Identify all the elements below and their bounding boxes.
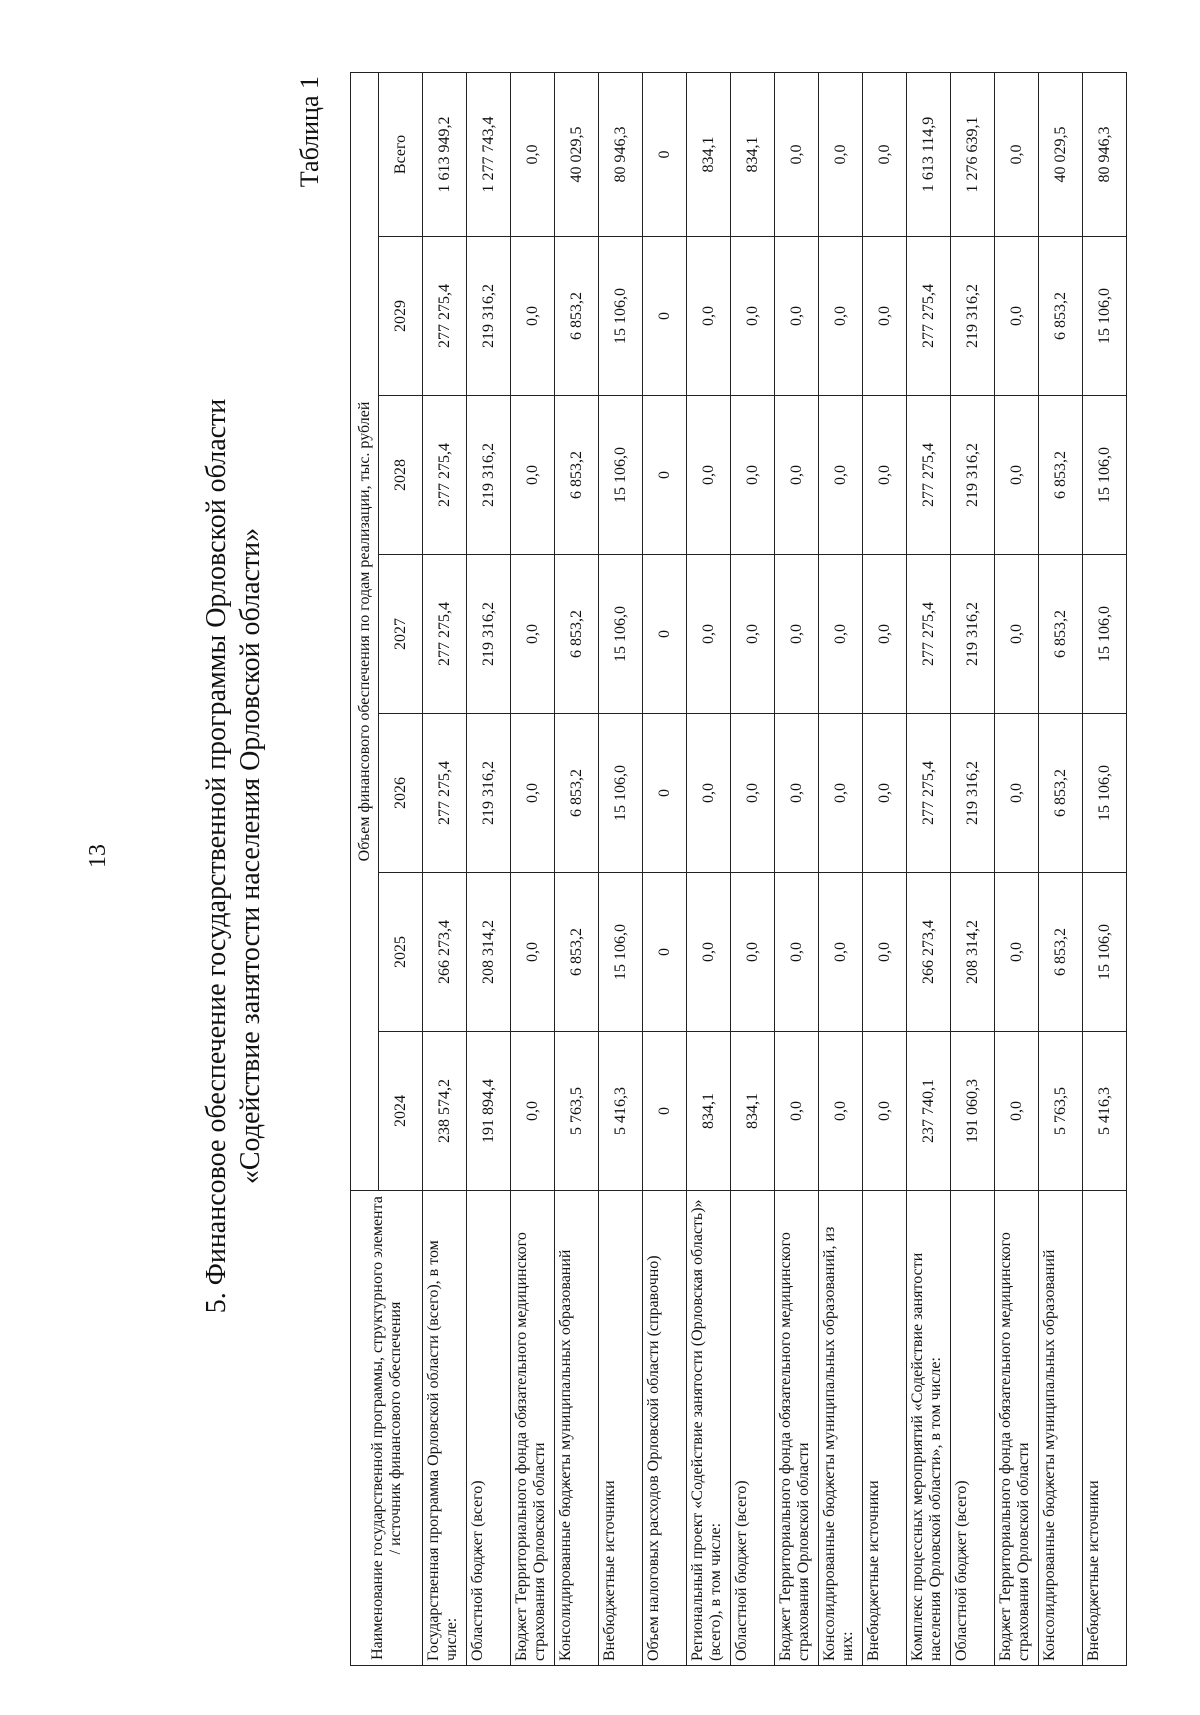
row-value-cell: 277 275,4 [907,714,951,873]
row-value-cell: 0,0 [511,873,555,1032]
row-total-cell: 1 613 949,2 [423,72,467,236]
row-name-cell: Комплекс процессных мероприятий «Содействие занятости населения Орловской области», в том числе: [907,1191,951,1666]
header-year-cell: 2028 [379,396,423,555]
row-value-cell: 0,0 [511,1032,555,1191]
page-number: 13 [85,844,111,868]
row-value-cell: 0 [643,237,687,396]
row-value-cell: 0,0 [819,396,863,555]
row-value-cell: 6 853,2 [555,237,599,396]
row-value-cell: 0,0 [995,237,1039,396]
table-row [951,72,995,1665]
row-name-cell: Внебюджетные источники [599,1191,643,1666]
row-value-cell: 219 316,2 [951,396,995,555]
row-value-cell: 0 [643,714,687,873]
table-row [1083,72,1127,1665]
row-value-cell: 15 106,0 [599,714,643,873]
row-value-cell: 0,0 [731,714,775,873]
row-name-cell: Бюджет Территориального фонда обязательного медицинского страхования Орловской области [995,1191,1039,1666]
row-total-cell: 0,0 [511,72,555,236]
row-value-cell: 15 106,0 [1083,237,1127,396]
row-total-cell: 0,0 [775,72,819,236]
row-value-cell: 0,0 [511,237,555,396]
rotated-page [30,36,1150,1676]
row-value-cell: 277 275,4 [423,237,467,396]
row-total-cell: 80 946,3 [599,72,643,236]
table-row [731,72,775,1665]
row-name-cell: Региональный проект «Содействие занятости (Орловская область)» (всего), в том числе: [687,1191,731,1666]
row-value-cell: 219 316,2 [467,396,511,555]
row-value-cell: 0,0 [863,714,907,873]
row-value-cell: 0,0 [731,555,775,714]
header-year-cell: 2026 [379,714,423,873]
row-value-cell: 5 416,3 [599,1032,643,1191]
row-value-cell: 0,0 [687,237,731,396]
header-year-cell: 2025 [379,873,423,1032]
row-value-cell: 0,0 [687,873,731,1032]
row-name-cell: Бюджет Территориального фонда обязательного медицинского страхования Орловской области [511,1191,555,1666]
row-value-cell: 0,0 [819,555,863,714]
row-value-cell: 0,0 [687,396,731,555]
row-name-cell: Государственная программа Орловской области (всего), в том числе: [423,1191,467,1666]
row-name-cell: Областной бюджет (всего) [951,1191,995,1666]
row-value-cell: 219 316,2 [951,237,995,396]
row-value-cell: 15 106,0 [599,237,643,396]
header-total-cell: Всего [379,72,423,236]
page-title-line-1: 5. Финансовое обеспечение государственной программы Орловской области [201,398,232,1314]
row-value-cell: 0,0 [687,555,731,714]
row-value-cell: 0 [643,396,687,555]
row-value-cell: 0 [643,1032,687,1191]
header-year-cell: 2029 [379,237,423,396]
row-value-cell: 0,0 [687,714,731,873]
row-value-cell: 219 316,2 [951,714,995,873]
row-value-cell: 0,0 [995,1032,1039,1191]
row-total-cell: 40 029,5 [1039,72,1083,236]
row-value-cell: 0,0 [731,237,775,396]
table-row [907,72,951,1665]
row-total-cell: 80 946,3 [1083,72,1127,236]
row-value-cell: 15 106,0 [1083,555,1127,714]
row-name-cell: Областной бюджет (всего) [467,1191,511,1666]
row-value-cell: 15 106,0 [599,873,643,1032]
row-total-cell: 1 277 743,4 [467,72,511,236]
row-value-cell: 219 316,2 [467,237,511,396]
row-value-cell: 0,0 [863,873,907,1032]
row-value-cell: 0,0 [995,714,1039,873]
row-value-cell: 0,0 [775,237,819,396]
row-value-cell: 5 763,5 [555,1032,599,1191]
row-value-cell: 0,0 [863,396,907,555]
table-row [511,72,555,1665]
row-value-cell: 0,0 [995,555,1039,714]
row-value-cell: 6 853,2 [1039,396,1083,555]
row-value-cell: 5 763,5 [1039,1032,1083,1191]
table-row [819,72,863,1665]
row-value-cell: 15 106,0 [599,396,643,555]
row-total-cell: 0,0 [863,72,907,236]
row-value-cell: 6 853,2 [1039,555,1083,714]
row-value-cell: 0,0 [775,1032,819,1191]
row-value-cell: 0,0 [819,714,863,873]
row-value-cell: 0,0 [995,873,1039,1032]
page-title [200,156,268,1556]
row-value-cell: 191 060,3 [951,1032,995,1191]
row-value-cell: 0,0 [775,396,819,555]
table-row [1039,72,1083,1665]
table-row [687,72,731,1665]
row-value-cell: 0,0 [511,396,555,555]
row-value-cell: 6 853,2 [1039,237,1083,396]
row-value-cell: 6 853,2 [1039,873,1083,1032]
row-value-cell: 5 416,3 [1083,1032,1127,1191]
row-value-cell: 15 106,0 [1083,873,1127,1032]
table-row [467,72,511,1665]
row-name-cell: Внебюджетные источники [1083,1191,1127,1666]
row-value-cell: 237 740,1 [907,1032,951,1191]
row-value-cell: 834,1 [731,1032,775,1191]
row-value-cell: 0 [643,555,687,714]
row-value-cell: 0,0 [863,1032,907,1191]
row-value-cell: 277 275,4 [907,396,951,555]
row-value-cell: 277 275,4 [907,555,951,714]
row-value-cell: 0,0 [731,873,775,1032]
row-value-cell: 15 106,0 [1083,714,1127,873]
table-row [423,72,467,1665]
header-year-cell: 2027 [379,555,423,714]
table-row [775,72,819,1665]
row-total-cell: 834,1 [731,72,775,236]
table-row [555,72,599,1665]
table-label: Таблица 1 [295,76,324,188]
row-name-cell: Консолидированные бюджеты муниципальных образований, из них: [819,1191,863,1666]
page-title-line-2: «Содействие занятости населения Орловской области» [235,527,266,1185]
row-value-cell: 6 853,2 [555,555,599,714]
row-value-cell: 266 273,4 [907,873,951,1032]
row-value-cell: 6 853,2 [555,396,599,555]
row-total-cell: 834,1 [687,72,731,236]
row-value-cell: 0,0 [819,873,863,1032]
row-value-cell: 6 853,2 [1039,714,1083,873]
row-total-cell: 1 276 639,1 [951,72,995,236]
row-name-cell: Консолидированные бюджеты муниципальных образований [1039,1191,1083,1666]
row-value-cell: 277 275,4 [423,555,467,714]
header-name-cell: Наименование государственной программы, структурного элемента / источник финансового обеспечения [351,1191,423,1666]
row-total-cell: 0,0 [995,72,1039,236]
header-year-cell: 2024 [379,1032,423,1191]
row-value-cell: 0,0 [511,555,555,714]
row-value-cell: 219 316,2 [467,555,511,714]
row-value-cell: 0,0 [819,237,863,396]
row-value-cell: 238 574,2 [423,1032,467,1191]
table-row [863,72,907,1665]
row-value-cell: 277 275,4 [423,396,467,555]
row-value-cell: 0,0 [995,396,1039,555]
row-value-cell: 834,1 [687,1032,731,1191]
row-value-cell: 0,0 [775,873,819,1032]
row-value-cell: 6 853,2 [555,714,599,873]
row-value-cell: 0,0 [863,555,907,714]
row-value-cell: 0,0 [511,714,555,873]
row-name-cell: Внебюджетные источники [863,1191,907,1666]
row-value-cell: 15 106,0 [599,555,643,714]
row-value-cell: 15 106,0 [1083,396,1127,555]
row-total-cell: 40 029,5 [555,72,599,236]
row-name-cell: Консолидированные бюджеты муниципальных образований [555,1191,599,1666]
row-name-cell: Объем налоговых расходов Орловской области (справочно) [643,1191,687,1666]
header-volume-cell: Объем финансового обеспечения по годам реализации, тыс. рублей [351,72,379,1190]
row-name-cell: Областной бюджет (всего) [731,1191,775,1666]
row-value-cell: 0 [643,873,687,1032]
row-value-cell: 6 853,2 [555,873,599,1032]
row-value-cell: 0,0 [775,555,819,714]
row-name-cell: Бюджет Территориального фонда обязательного медицинского страхования Орловской области [775,1191,819,1666]
table-row [995,72,1039,1665]
row-value-cell: 0,0 [731,396,775,555]
row-total-cell: 0,0 [819,72,863,236]
row-value-cell: 0,0 [863,237,907,396]
row-total-cell: 1 613 114,9 [907,72,951,236]
row-value-cell: 191 894,4 [467,1032,511,1191]
row-value-cell: 208 314,2 [467,873,511,1032]
row-value-cell: 277 275,4 [423,714,467,873]
table-row [599,72,643,1665]
financing-table [350,72,1127,1666]
row-value-cell: 219 316,2 [467,714,511,873]
table-row [643,72,687,1665]
row-value-cell: 208 314,2 [951,873,995,1032]
row-total-cell: 0 [643,72,687,236]
row-value-cell: 277 275,4 [907,237,951,396]
row-value-cell: 266 273,4 [423,873,467,1032]
row-value-cell: 0,0 [819,1032,863,1191]
row-value-cell: 0,0 [775,714,819,873]
row-value-cell: 219 316,2 [951,555,995,714]
